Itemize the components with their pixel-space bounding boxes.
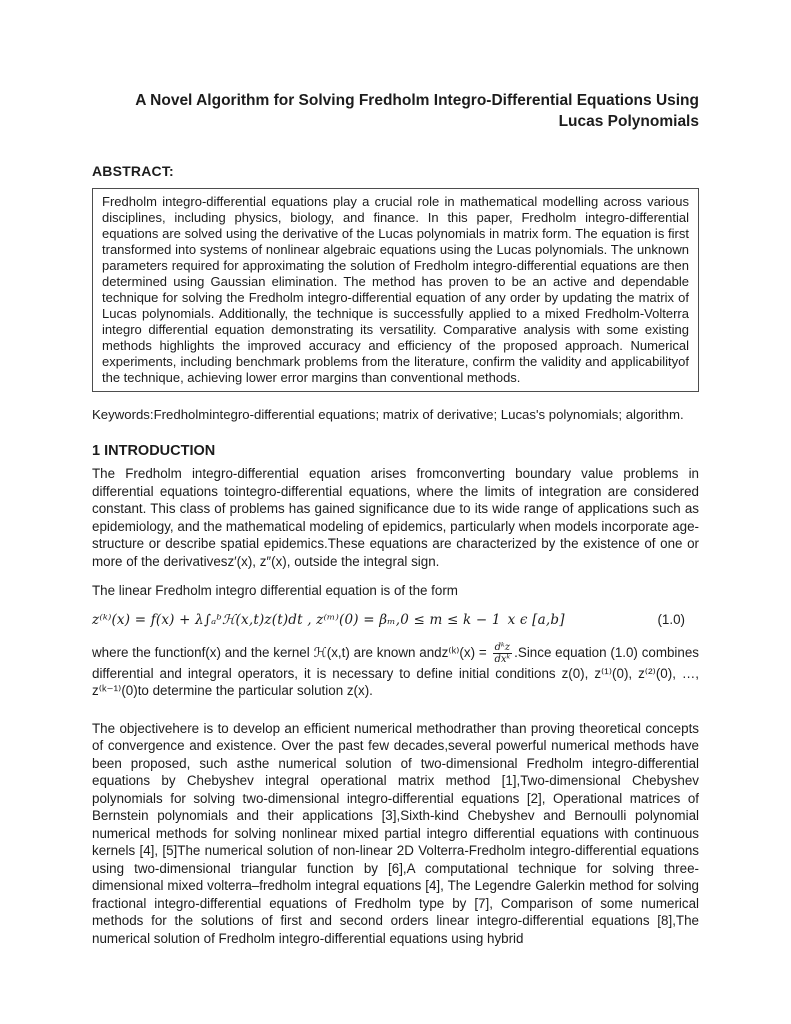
introduction-paragraph-2 (92, 642, 699, 700)
paper-title-line2: Lucas Polynomials (558, 113, 699, 130)
keywords-text: Fredholmintegro-differential equations; matrix of derivative; Lucas's polynomials; algorithm. (153, 407, 684, 422)
derivative-fraction (492, 642, 512, 665)
abstract-box (92, 188, 699, 392)
introduction-heading: 1 INTRODUCTION (92, 443, 216, 459)
equation-lead-text: The linear Fredholm integro differential equation is of the form (92, 583, 458, 598)
paper-title (92, 90, 699, 132)
introduction-paragraph-1: The Fredholm integro-differential equation arises fromconverting boundary value problems in differential equations tointegro-differential equations, where the limits of integration are considered constant. This class of problems has gained significance due to its wide range of applications such as epidemiology, and the mathematical modeling of epidemics, particularly when models incorporate age-structure or describe spatial epidemics.These equations are characterized by the existence of one or more of the derivativesz′(x), z″(x), outside the integral sign. (92, 466, 699, 569)
keywords-label: Keywords: (92, 407, 154, 422)
keywords-line (92, 406, 699, 423)
paper-title-line1: A Novel Algorithm for Solving Fredholm Integro-Differential Equations Using (135, 92, 699, 109)
equation-row (92, 612, 699, 628)
equation-expression: z⁽ᵏ⁾(x) = f(x) + λ∫ₐᵇℋ(x,t)z(t)dt , z⁽ᵐ⁾(0) = βₘ,0 ≤ m ≤ k − 1 x ϵ [a,b] (92, 611, 565, 628)
abstract-text: Fredholm integro-differential equations play a crucial role in mathematical modelling across various disciplines, including physics, biology, and finance. In this paper, Fredholm integro-differential equations are solved using the derivative of the Lucas polynomials in matrix form. The equation is first transformed into systems of nonlinear algebraic equations using the Lucas polynomials. The unknown parameters required for approximating the solution of Fredholm integro-differential equations are then determined using Gaussian elimination. The method has proven to be an active and dependable technique for solving the Fredholm integro-differential equation of any order by updating the matrix of Lucas polynomials. Additionally, the technique is successfully applied to a mixed Fredholm-Volterra integro differential equation demonstrating its versatility. Comparative analysis with some existing methods highlights the improved accuracy and efficiency of the proposed approach. Numerical experiments, including benchmark problems from the literature, confirm the validity and applicabilityof the technique, achieving lower error margins than conventional methods. (102, 194, 689, 385)
paragraph-2-after-fraction: .Since equation (1.0) combines differential and integral operators, it is necessary to define initial conditions z(0), z⁽¹⁾(0), z⁽²⁾(0), …, z⁽ᵏ⁻¹⁾(0)to determine the particular solution z(x). (92, 644, 700, 698)
fraction-numerator: dᵏz (494, 641, 510, 653)
abstract-heading: ABSTRACT: (92, 163, 174, 179)
paragraph-2-before-fraction: where the functionf(x) and the kernel ℋ(x,t) are known andz⁽ᵏ⁾(x) = (92, 644, 491, 660)
equation-number: (1.0) (657, 612, 685, 627)
fraction-denominator: dxᵏ (494, 653, 511, 665)
introduction-paragraph-3: The objectivehere is to develop an efficient numerical methodrather than proving theoretical concepts of convergence and existence. Over the past few decades,several powerful numerical methods have been proposed, such asthe numerical solution of two-dimensional Fredholm integro-differential equations by Chebyshev integral operational matrix method [1],Two-dimensional Chebyshev polynomials for solving two-dimensional integro-differential equations [2], Operational matrices of Bernstein polynomials and their applications [3],Sixth-kind Chebyshev and Bernoulli polynomial numerical methods for solving nonlinear mixed partial integro differential equations with continuous kernels [4], [5]The numerical solution of non-linear 2D Volterra-Fredholm integro-differential equations using two-dimensional triangular function by [6],A computational technique for solving three-dimensional mixed volterra–fredholm integral equations [4], The Legendre Galerkin method for solving fractional integro-differential equations of Fredholm type by [7], Comparison of some numerical methods for the solutions of first and second orders linear integro-differential equations [8],The numerical solution of Fredholm integro-differential equations using hybrid (92, 720, 699, 946)
